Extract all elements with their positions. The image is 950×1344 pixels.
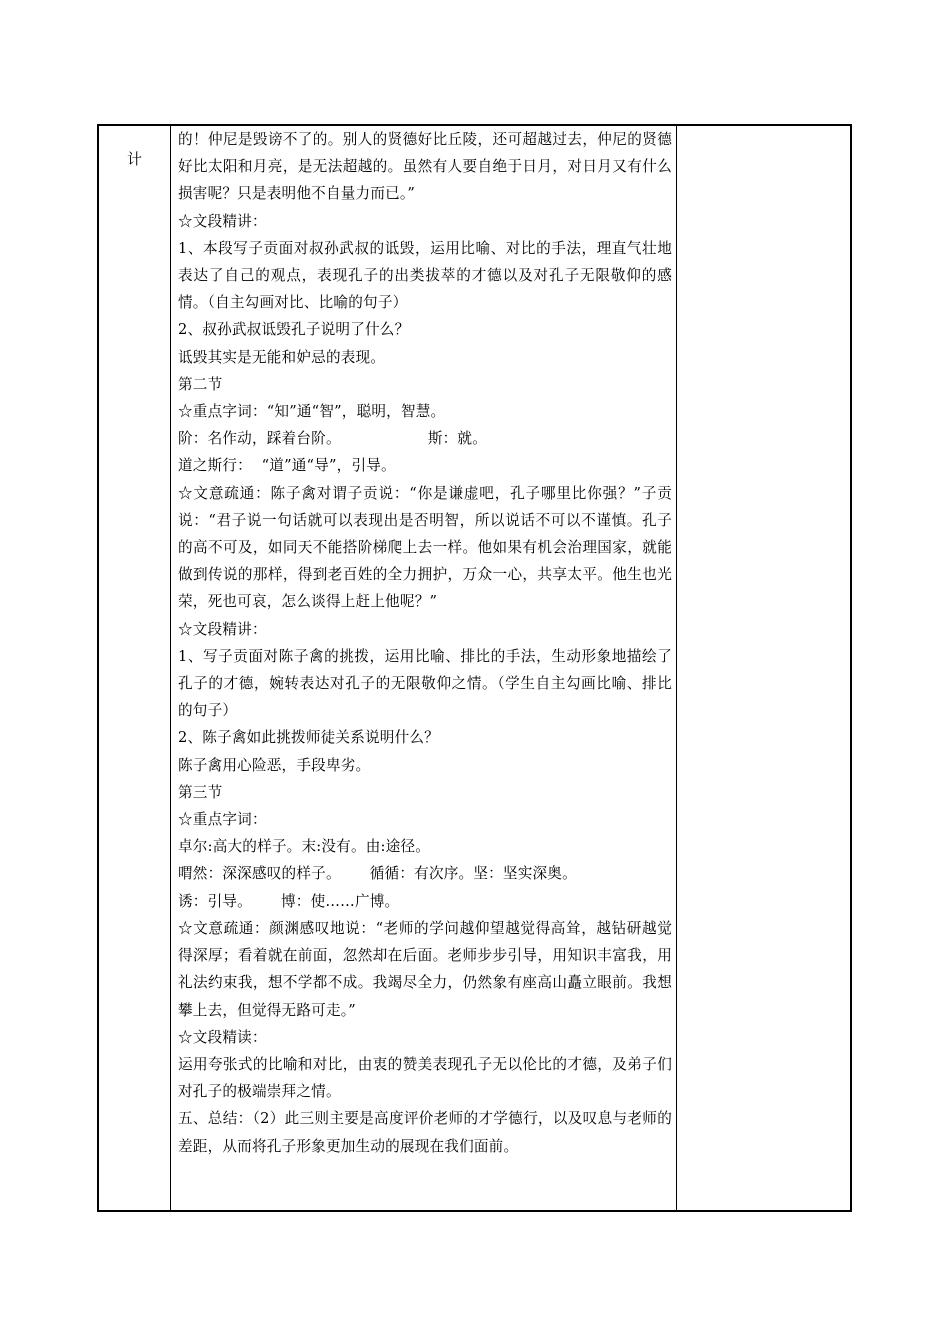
summary: 五、总结：（2）此三则主要是高度评价老师的才学德行，以及叹息与老师的差距，从而将孔子形象更加生动的展现在我们面前。 bbox=[178, 1110, 672, 1155]
paragraph: 运用夸张式的比喻和对比，由衷的赞美表现孔子无以伦比的才德，及弟子们对孔子的极端崇拜之情。 bbox=[178, 1055, 672, 1101]
section-heading: ☆重点字词： bbox=[178, 811, 267, 829]
paragraph: ☆文意疏通：陈子禽对谓子贡说：“你是谦虚吧，孔子哪里比你强？”子贡说：“君子说一句话就可以表现出是否明智，所以说话不可以不谨慎。孔子的高不可及，如同天不能搭阶梯爬上去一样。他如果有机会治理国家，就能做到传说的那样，得到老百姓的全力拥护，万众一心，共享太平。他生也光荣，死也可哀，怎么谈得上赶上他呢？” bbox=[178, 484, 672, 611]
paragraph: 1、写子贡面对陈子禽的挑拨，运用比喻、排比的手法，生动形象地描绘了孔子的才德，婉转表达对孔子的无限敬仰之情。（学生自主勾画比喻、排比的句子） bbox=[178, 647, 672, 720]
question: 2、叔孙武叔诋毁孔子说明了什么？ bbox=[178, 321, 410, 339]
answer: 陈子禽用心险恶，手段卑劣。 bbox=[178, 756, 371, 774]
vocab-line: 卓尔:高大的样子。末:没有。由:途径。 bbox=[178, 838, 431, 856]
section-title: 第二节 bbox=[178, 375, 223, 393]
lesson-content bbox=[178, 126, 672, 1160]
paragraph: 1、本段写子贡面对叔孙武叔的诋毁，运用比喻、对比的手法，理直气壮地表达了自己的观点，表现孔子的出类拔萃的才德以及对孔子无限敬仰的感情。（自主勾画对比、比喻的句子） bbox=[178, 239, 672, 312]
vocab-line: 道之斯行： “道”通“导”，引导。 bbox=[178, 457, 396, 475]
column-divider-left bbox=[170, 126, 171, 1210]
lesson-table bbox=[97, 124, 852, 1212]
section-heading: ☆文段精读： bbox=[178, 1028, 267, 1046]
paragraph: 的！仲尼是毁谤不了的。别人的贤德好比丘陵，还可超越过去，仲尼的贤德好比太阳和月亮，是无法超越的。虽然有人要自绝于日月，对日月又有什么损害呢？只是表明他不自量力而已。” bbox=[178, 131, 672, 203]
section-title: 第三节 bbox=[178, 783, 223, 801]
vocab-line: 喟然：深深感叹的样子。 循循：有次序。坚：坚实深奥。 bbox=[178, 865, 577, 883]
answer: 诋毁其实是无能和妒忌的表现。 bbox=[178, 348, 386, 366]
question: 2、陈子禽如此挑拨师徒关系说明什么？ bbox=[178, 729, 439, 747]
paragraph: ☆文意疏通：颜渊感叹地说：“老师的学问越仰望越觉得高耸，越钻研越觉得深厚；看着就在前面，忽然却在后面。老师步步引导，用知识丰富我，用礼法约束我，想不学都不成。我竭尽全力，仍然象有座高山矗立眼前。我想攀上去，但觉得无路可走。” bbox=[178, 919, 672, 1019]
vocab-line: 诱：引导。 博：使……广博。 bbox=[178, 892, 400, 910]
section-heading: ☆文段精讲： bbox=[178, 620, 267, 638]
section-heading: ☆文段精讲： bbox=[178, 212, 267, 230]
column-divider-right bbox=[676, 126, 677, 1210]
vocab-line: 阶：名作动，踩着台阶。 斯：就。 bbox=[178, 430, 488, 448]
vocab-line: ☆重点字词：“知”通“智”，聪明，智慧。 bbox=[178, 403, 446, 421]
side-label: 计 bbox=[126, 150, 142, 168]
